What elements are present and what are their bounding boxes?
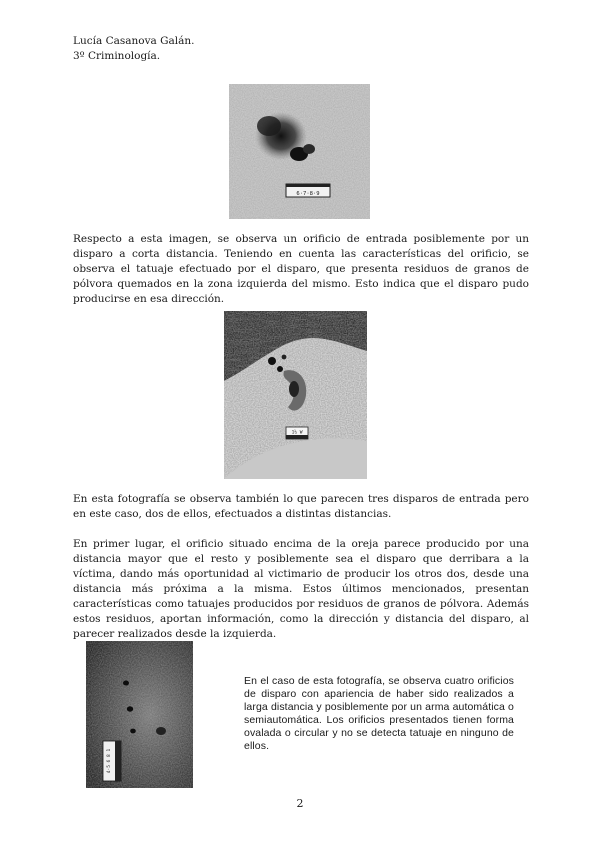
paragraph-3: En primer lugar, el orificio situado encima de la oreja parece producido por una distancia mayor que el resto y posiblemente sea el disparo que derribara a la víctima, dando más oportunidad al victimario de producir los otros dos, desde una distancia más próxima a la misma. Estos últimos mencionados, presentan características como tatuajes producidos por residuos de granos de pólvora. Además estos residuos, aportan información, como la dirección y distancia del disparo, al parecer realizados desde la izquierda. [73, 538, 529, 640]
figure-1-scale-label: 6·7·8·9 [296, 191, 320, 197]
figure-2-head-wounds [224, 311, 367, 479]
header [73, 34, 195, 64]
paragraph-2: En esta fotografía se observa también lo que parecen tres disparos de entrada pero en este caso, dos de ellos, efectuados a distintas distancias. [73, 493, 529, 520]
author-name: Lucía Casanova Galán. [73, 35, 195, 47]
figure-3-four-holes [86, 641, 193, 788]
page-number: 2 [296, 797, 304, 810]
paragraph-1: Respecto a esta imagen, se observa un orificio de entrada posiblemente por un disparo a corta distancia. Teniendo en cuenta las características del orificio, se observa el tatuaje efectuado por el disparo, que presenta residuos de granos de pólvora quemados en la zona izquierda del mismo. Esto indica que el disparo pudo producirse en esa dirección. [73, 233, 529, 305]
figure-3-scale-label: 4·5 6 8 1 [107, 748, 112, 774]
figure-2-scale-label: 1½ W [291, 430, 303, 436]
paragraph-4: En el caso de esta fotografía, se observa cuatro orificios de disparo con apariencia de haber sido realizados a larga distancia y posiblemente por un arma automática o semiautomática. Los orificios presentados tienen forma ovalada o circular y no se detecta tatuaje en ninguno de ellos. [244, 675, 514, 752]
figure-1-wound-closeup [229, 84, 370, 219]
course-label: 3º Criminología. [73, 50, 161, 62]
